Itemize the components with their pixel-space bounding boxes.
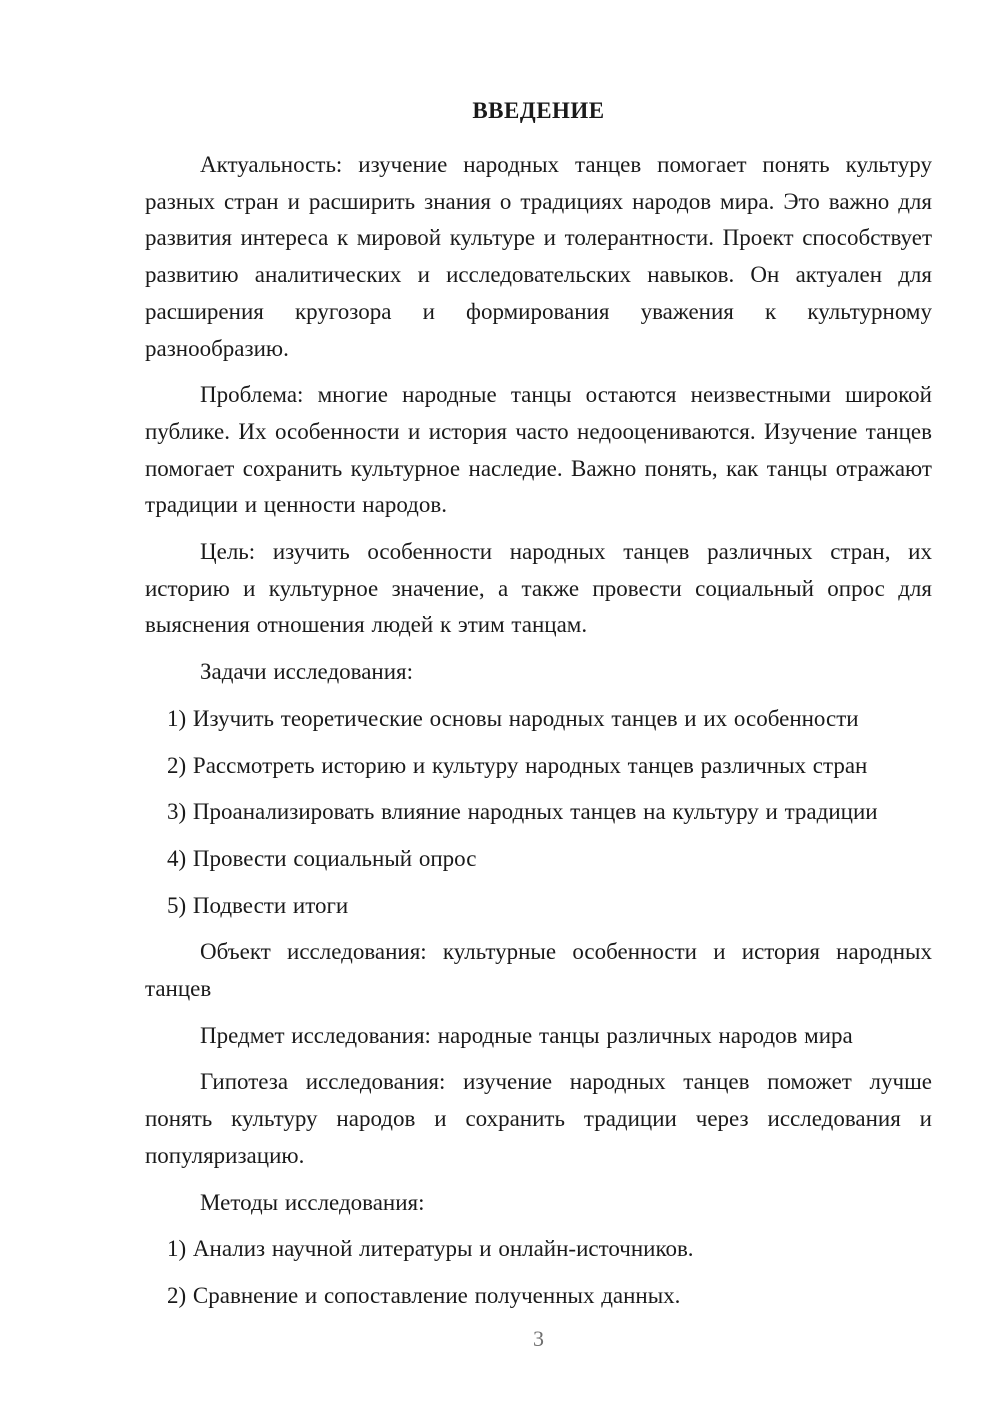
method-item-2: 2) Сравнение и сопоставление полученных данных.	[167, 1282, 681, 1308]
task-item-3: 3) Проанализировать влияние народных танцев на культуру и традиции	[167, 799, 878, 825]
paragraph-problem: Проблема: многие народные танцы остаются неизвестными широкой публике. Их особенности и история часто недооцениваются. Изучение танцев помогает сохранить культурное наследие. Важно понять, как танцы отражают традиции и ценности народов.	[145, 382, 932, 518]
paragraph-object: Объект исследования: культурные особенности и история народных танцев	[145, 939, 932, 1002]
paragraph-hypothesis: Гипотеза исследования: изучение народных танцев поможет лучше понять культуру народов и сохранить традиции через исследования и популяризацию.	[145, 1069, 932, 1168]
method-item-1: 1) Анализ научной литературы и онлайн-источников.	[167, 1236, 694, 1262]
methods-heading: Методы исследования:	[200, 1189, 425, 1215]
page-title: ВВЕДЕНИЕ	[472, 98, 605, 123]
task-item-5: 5) Подвести итоги	[167, 892, 349, 918]
page-number: 3	[533, 1325, 544, 1351]
task-item-4: 4) Провести социальный опрос	[167, 845, 477, 871]
tasks-heading: Задачи исследования:	[200, 659, 414, 685]
paragraph-relevance: Актуальность: изучение народных танцев помогает понять культуру разных стран и расширить знания о традициях народов мира. Это важно для развития интереса к мировой культуре и толерантности. Проект способствует развитию аналитических и исследовательских навыков. Он актуален для расширения кругозора и формирования уважения к культурному разнообразию.	[145, 152, 932, 361]
task-item-1: 1) Изучить теоретические основы народных танцев и их особенности	[167, 705, 859, 731]
paragraph-goal: Цель: изучить особенности народных танцев различных стран, их историю и культурное значение, а также провести социальный опрос для выяснения отношения людей к этим танцам.	[145, 539, 932, 638]
paragraph-subject: Предмет исследования: народные танцы различных народов мира	[200, 1022, 853, 1048]
task-item-2: 2) Рассмотреть историю и культуру народных танцев различных стран	[167, 752, 868, 778]
